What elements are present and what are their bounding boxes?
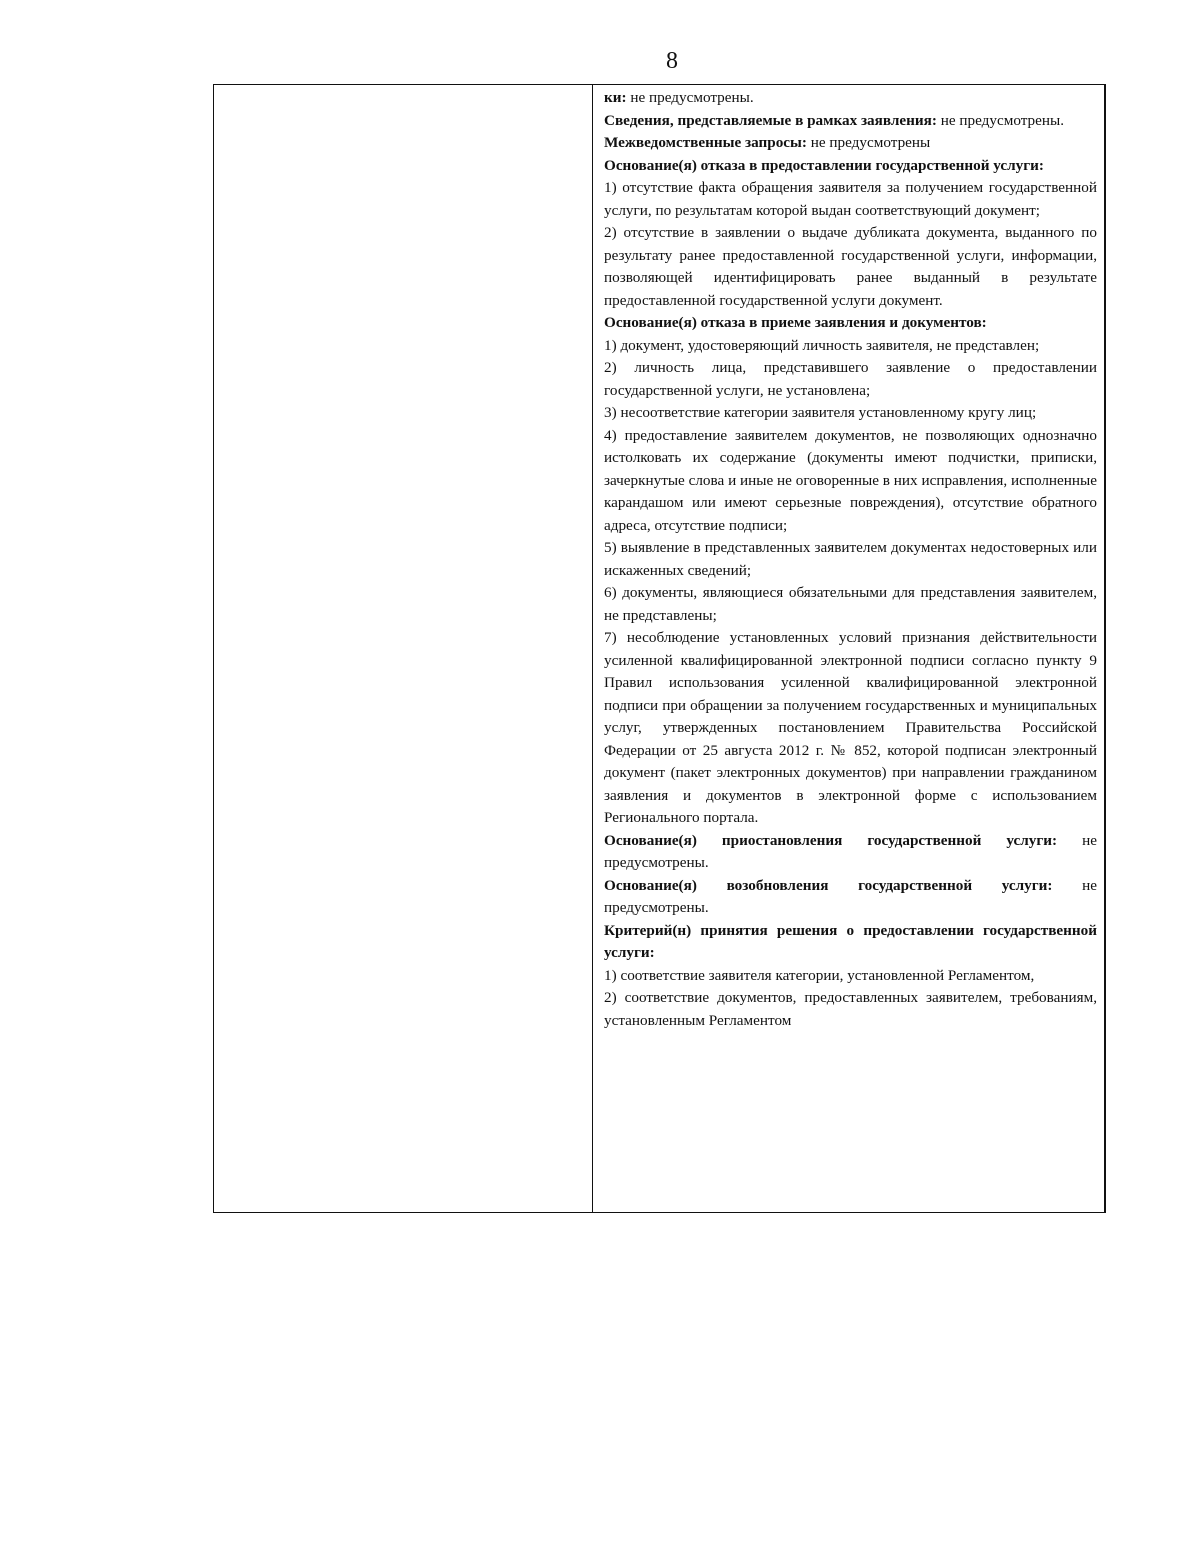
paragraph-10: 3) несоответствие категории заявителя установленному кругу лиц;: [604, 404, 1037, 421]
left-column-cell: [214, 85, 593, 1212]
paragraph-9: 2) личность лица, представившего заявление о предоставлении государственной услуги, не установлена;: [604, 359, 1097, 399]
paragraph-2: Сведения, представляемые в рамках заявления: не предусмотрены.: [604, 111, 1064, 129]
paragraph-6: 2) отсутствие в заявлении о выдаче дубликата документа, выданного по результату ранее предоставленной государственной услуги, информации, позволяющей идентифицировать ранее выданный в результате предоставленной государственной услуги документ.: [604, 224, 1097, 309]
paragraph-4: Основание(я) отказа в предоставлении государственной услуги:: [604, 156, 1044, 174]
paragraph-3: Межведомственные запросы: не предусмотрены: [604, 134, 931, 151]
page-number: 8: [666, 48, 678, 74]
paragraph-1: ки: не предусмотрены.: [604, 89, 754, 106]
paragraph-5: 1) отсутствие факта обращения заявителя за получением государственной услуги, по результатам которой выдан соответствующий документ;: [604, 179, 1097, 219]
paragraph-7: Основание(я) отказа в приеме заявления и документов:: [604, 314, 987, 331]
paragraph-15: Основание(я) приостановления государственной услуги: не предусмотрены.: [604, 831, 1097, 871]
paragraph-13: 6) документы, являющиеся обязательными для представления заявителем, не представлены;: [604, 584, 1097, 624]
paragraph-11: 4) предоставление заявителем документов, не позволяющих однозначно истолковать их содержание (документы имеют подчистки, приписки, зачеркнутые слова и иные не оговоренные в них исправления, исполненные карандашом или имеют серьезные повреждения), отсутствие обратного адреса, отсутствие подписи;: [604, 426, 1097, 534]
document-table: [213, 84, 1106, 1213]
paragraph-14: 7) несоблюдение установленных условий признания действительности усиленной квалифицированной электронной подписи согласно пункту 9 Правил использования усиленной квалифицированной электронной подписи при обращении за получением государственных и муниципальных услуг, утвержденных постановлением Правительства Российской Федерации от 25 августа 2012 г. № 852, которой подписан электронный документ (пакет электронных документов) при направлении гражданином заявления и документов в электронной форме с использованием Регионального портала.: [604, 629, 1097, 826]
paragraph-8: 1) документ, удостоверяющий личность заявителя, не представлен;: [604, 336, 1040, 354]
paragraph-17: Критерий(н) принятия решения о предоставлении государственной услуги:: [604, 921, 1097, 961]
paragraph-12: 5) выявление в представленных заявителем документах недостоверных или искаженных сведений;: [604, 539, 1097, 579]
paragraph-19: 2) соответствие документов, предоставленных заявителем, требованиям, установленным Регламентом: [604, 989, 1097, 1029]
paragraph-16: Основание(я) возобновления государственной услуги: не предусмотрены.: [604, 876, 1097, 916]
paragraph-18: 1) соответствие заявителя категории, установленной Регламентом,: [604, 966, 1035, 984]
right-column-cell: [593, 85, 1105, 1212]
